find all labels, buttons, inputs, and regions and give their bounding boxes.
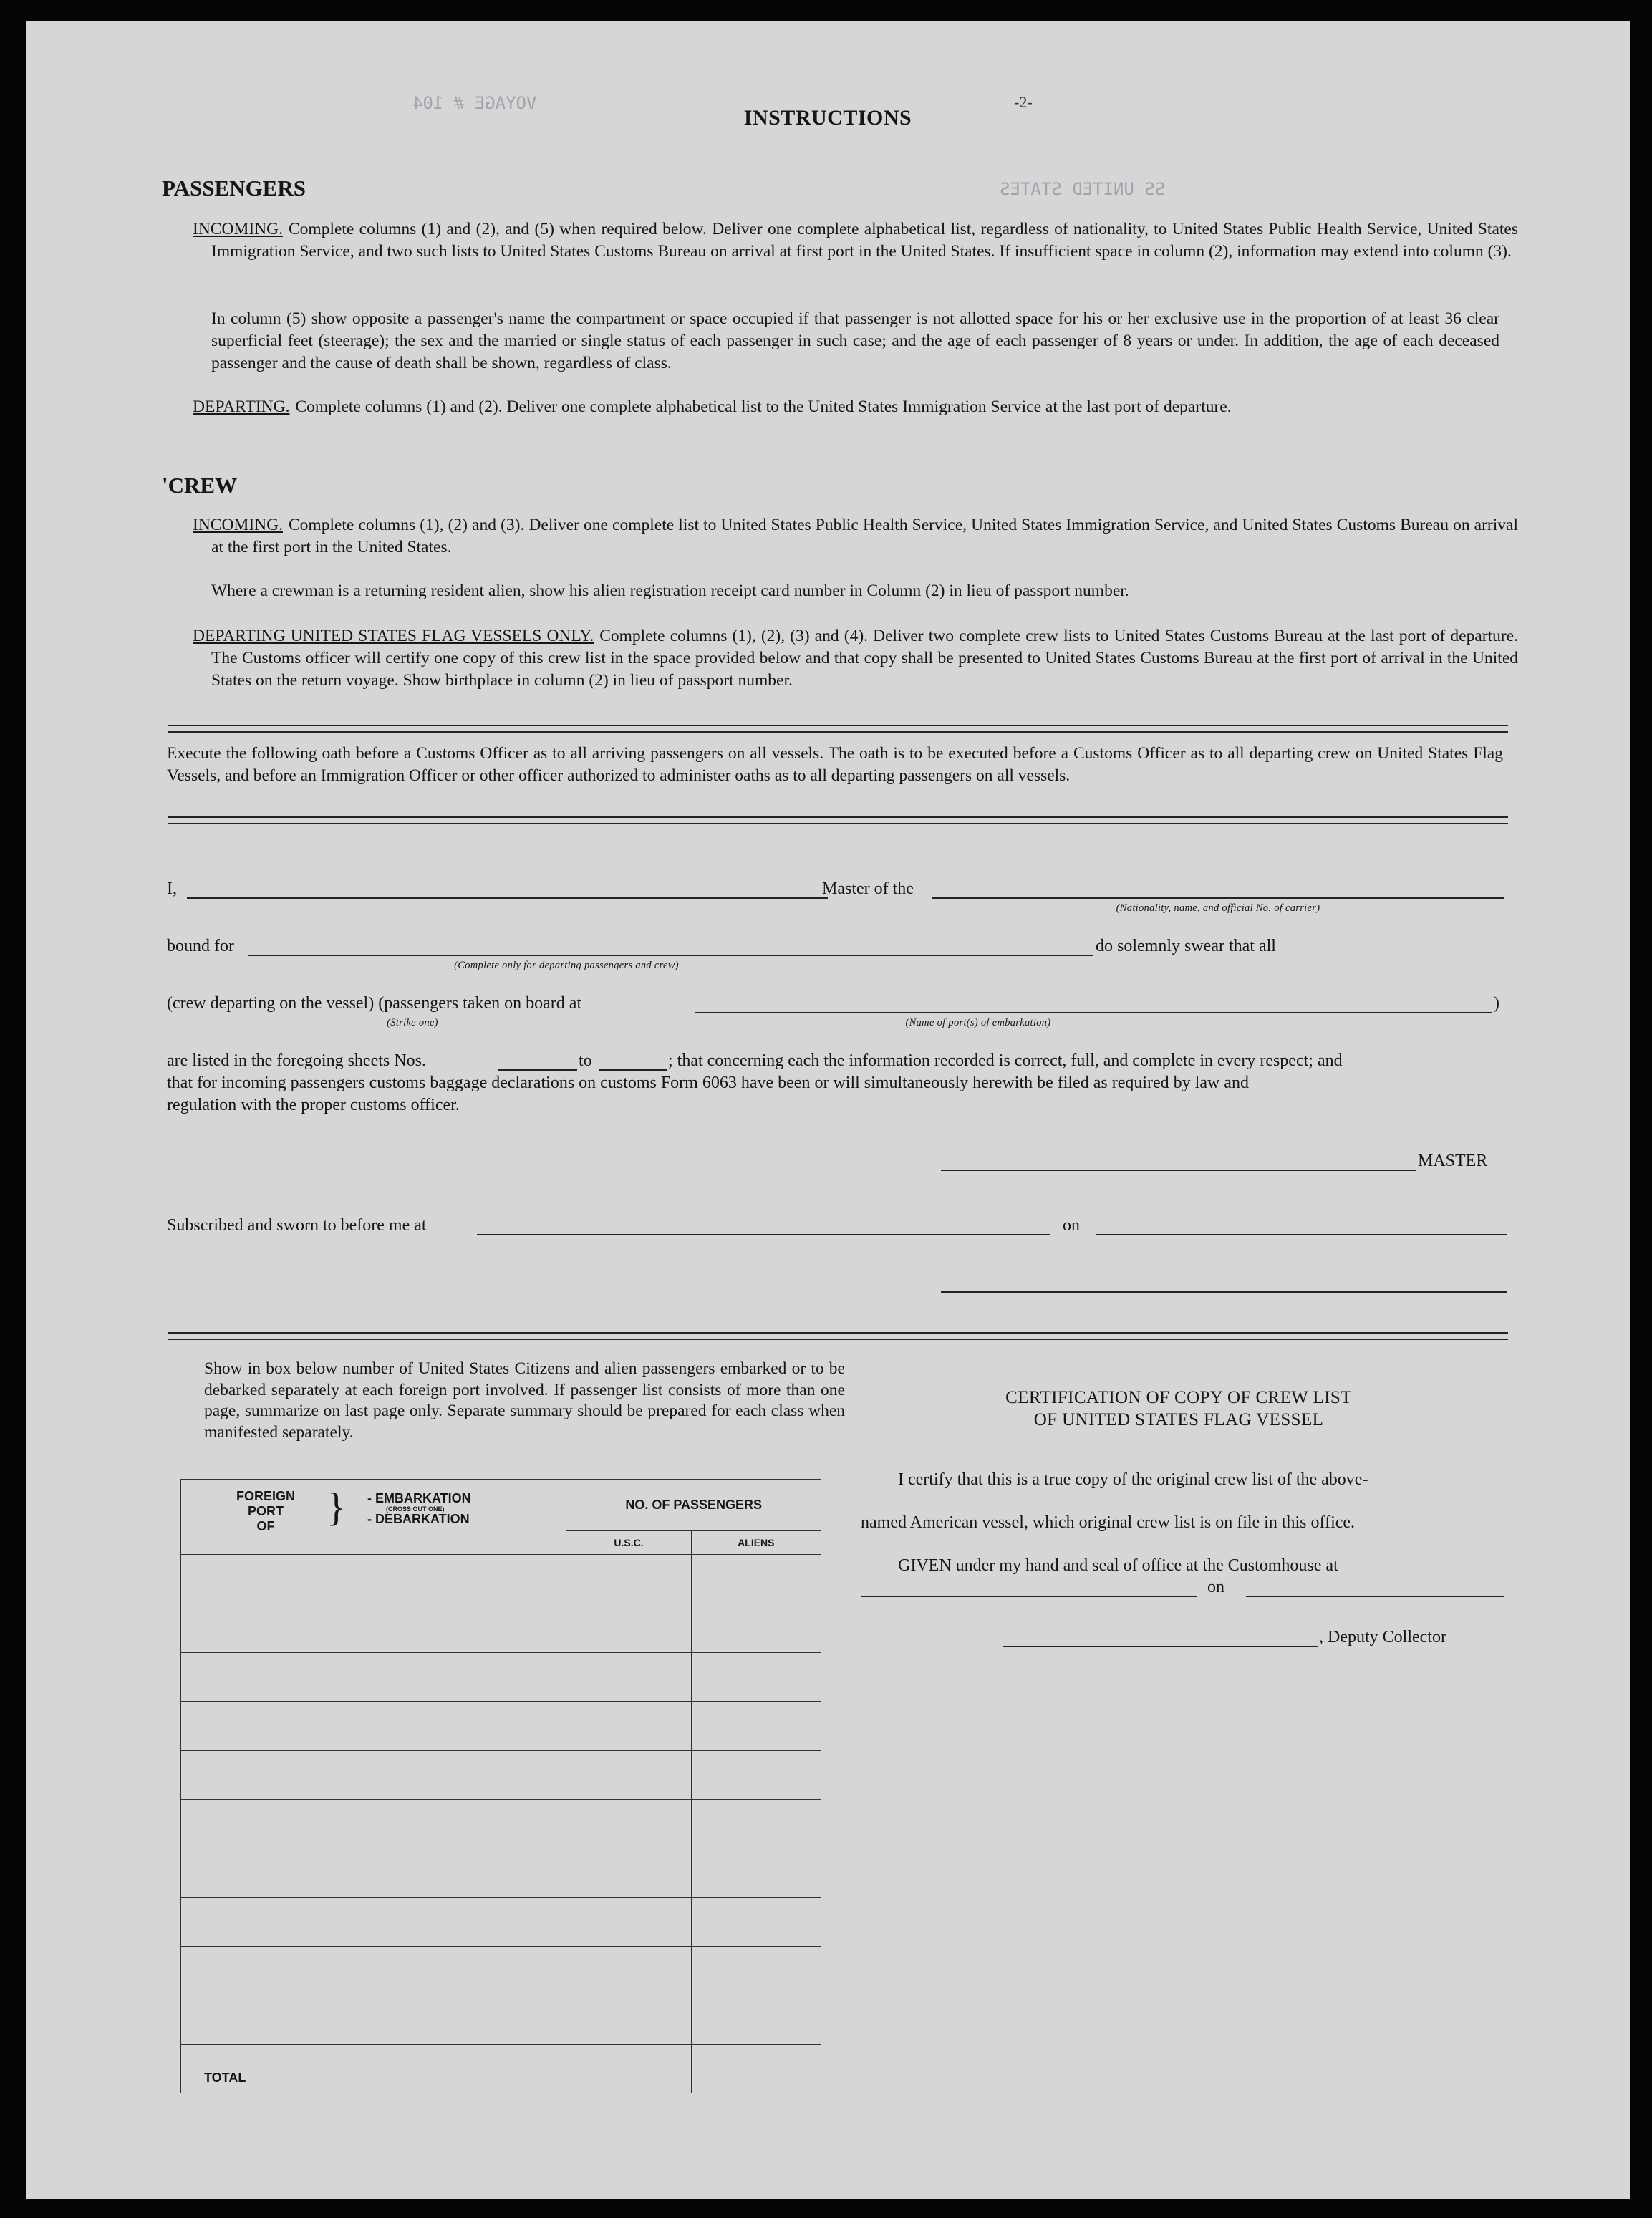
usc-header: U.S.C. (566, 1530, 691, 1555)
passengers-departing (193, 396, 1518, 418)
crew-heading: 'CREW (162, 473, 238, 498)
aliens-total-cell[interactable] (691, 2044, 821, 2093)
crew-resident-alien: Where a crewman is a returning resident alien, show his alien registration receipt card number in Column (2) in lieu of passport number. (211, 582, 1129, 600)
summary-instructions: Show in box below number of United States Citizens and alien passengers embarked or to be debarked separately at each foreign port involved. If passenger list consists of more than one page, summarize on last page only. Separate summary should be prepared for each class when manifested separately. (204, 1359, 845, 1442)
port-cell[interactable] (181, 1848, 566, 1897)
port-cell[interactable] (181, 1555, 566, 1604)
subscribed-label: Subscribed and sworn to before me at (167, 1216, 427, 1235)
passengers-heading: PASSENGERS (162, 175, 306, 201)
customhouse-field[interactable] (861, 1596, 1197, 1597)
port-header-cell (181, 1480, 566, 1555)
crew-incoming-text: Complete columns (1), (2) and (3). Deliver one complete list to United States Public Health Service, United States Immigration Service, and United States Customs Bureau on arrival at the first port in the United States. (211, 516, 1518, 556)
crew-incoming (193, 514, 1518, 559)
passengers-incoming-text: Complete columns (1) and (2), and (5) when required below. Deliver one complete alphabetical list, regardless of nationality, to United States Public Health Service, United States Immigration Service, and two such lists to United States Customs Bureau on arrival at first port in the United States. If insufficient space in column (2), information may extend into column (3). (211, 220, 1518, 261)
to-label: to (579, 1051, 592, 1070)
close-paren: ) (1494, 994, 1499, 1013)
aliens-cell[interactable] (691, 1799, 821, 1848)
no-of-passengers-header: NO. OF PASSENGERS (566, 1480, 821, 1531)
passengers-incoming-label: INCOMING. (193, 220, 283, 238)
page-mark: -2- (1014, 93, 1033, 111)
cert-date-field[interactable] (1246, 1596, 1504, 1597)
sworn-date-field[interactable] (1096, 1234, 1507, 1235)
given-label: GIVEN under my hand and seal of office at the Customhouse at (898, 1556, 1338, 1575)
divider (168, 816, 1508, 824)
port-cell[interactable] (181, 1750, 566, 1799)
total-label: TOTAL (204, 2070, 246, 2085)
master-of-the-label: Master of the (822, 879, 914, 898)
passengers-column5: In column (5) show opposite a passenger's name the compartment or space occupied if that passenger is not allotted space for his or her exclusive use in the proportion of at least 36 clear superficial feet (steerage); the sex and the married or single status of each passenger in such case; and the age of each passenger of 8 years or under. In addition, the age of each deceased passenger and the cause of death shall be shown, regardless of class. (211, 309, 1499, 372)
listed-prefix: are listed in the foregoing sheets Nos. (167, 1051, 426, 1070)
certify-line-1: I certify that this is a true copy of the original crew list of the above- (898, 1470, 1368, 1489)
aliens-cell[interactable] (691, 1604, 821, 1652)
aliens-cell[interactable] (691, 1702, 821, 1750)
port-cell[interactable] (181, 1995, 566, 2044)
sworn-place-field[interactable] (477, 1234, 1050, 1235)
listed-line2: that for incoming passengers customs baggage declarations on customs Form 6063 have been or will simultaneously herewith be filed as required by law and (167, 1074, 1249, 1092)
oath-intro: Execute the following oath before a Customs Officer as to all arriving passengers on all vessels. The oath is to be executed before a Customs Officer as to all departing crew on United States Flag Vessels, and before an Immigration Officer or other officer authorized to administer oaths as to all departing passengers on all vessels. (167, 744, 1503, 785)
port-cell[interactable] (181, 1702, 566, 1750)
port-caption: (Name of port(s) of embarkation) (905, 1017, 1051, 1028)
aliens-cell[interactable] (691, 1652, 821, 1701)
usc-cell[interactable] (566, 1750, 691, 1799)
carrier-caption: (Nationality, name, and official No. of carrier) (1116, 902, 1320, 914)
divider (168, 725, 1508, 733)
brace: } (327, 1485, 346, 1530)
certification-title-2: OF UNITED STATES FLAG VESSEL (1033, 1410, 1324, 1429)
cert-on-label: on (1207, 1578, 1224, 1596)
certify-line-2: named American vessel, which original crew list is on file in this office. (861, 1513, 1356, 1532)
bound-for-caption: (Complete only for departing passengers and crew) (454, 960, 679, 971)
bleed-through-voyage: VOYAGE # 104 (412, 93, 537, 113)
aliens-cell[interactable] (691, 1555, 821, 1604)
divider (168, 1332, 1508, 1340)
embarkation-port-field[interactable] (695, 1012, 1492, 1013)
usc-cell[interactable] (566, 1702, 691, 1750)
bleed-through-ship: SS UNITED STATES (1000, 179, 1166, 199)
sworn-on-label: on (1063, 1216, 1080, 1235)
cross-out-label: (CROSS OUT ONE) (386, 1505, 445, 1513)
master-signature-field[interactable] (941, 1170, 1416, 1171)
listed-line3: regulation with the proper customs officer. (167, 1096, 460, 1114)
port-cell[interactable] (181, 1897, 566, 1946)
manifest-page (26, 21, 1630, 2199)
deputy-collector-label: , Deputy Collector (1319, 1628, 1446, 1646)
usc-cell[interactable] (566, 1555, 691, 1604)
aliens-cell[interactable] (691, 1750, 821, 1799)
listed-suffix: ; that concerning each the information recorded is correct, full, and complete in every respect; and (668, 1051, 1343, 1070)
total-cell (181, 2044, 566, 2093)
aliens-cell[interactable] (691, 1848, 821, 1897)
port-cell[interactable] (181, 1799, 566, 1848)
aliens-cell[interactable] (691, 1995, 821, 2044)
deputy-signature-field[interactable] (1003, 1646, 1318, 1647)
usc-cell[interactable] (566, 1799, 691, 1848)
sheet-from-field[interactable] (498, 1069, 577, 1071)
usc-cell[interactable] (566, 1995, 691, 2044)
port-cell[interactable] (181, 1946, 566, 1995)
bound-for-label: bound for (167, 937, 234, 955)
usc-cell[interactable] (566, 1946, 691, 1995)
crew-incoming-label: INCOMING. (193, 516, 283, 534)
passenger-summary-table (180, 1479, 821, 2093)
crew-departing-label: (crew departing on the vessel) (passengers taken on board at (167, 994, 582, 1013)
officer-signature-field[interactable] (941, 1291, 1507, 1293)
port-cell[interactable] (181, 1604, 566, 1652)
master-label: MASTER (1418, 1152, 1488, 1170)
usc-cell[interactable] (566, 1848, 691, 1897)
embarkation-label: - EMBARKATION (367, 1491, 471, 1505)
foreign-port-label: FOREIGN PORT OF (236, 1489, 295, 1533)
passengers-departing-label: DEPARTING. (193, 397, 290, 416)
master-name-field[interactable] (187, 897, 828, 899)
solemnly-swear-label: do solemnly swear that all (1096, 937, 1276, 955)
page-title: INSTRUCTIONS (743, 106, 912, 130)
crew-departing (193, 625, 1518, 692)
crew-departing-label: DEPARTING UNITED STATES FLAG VESSELS ONLY. (193, 627, 594, 645)
embark-debark-labels (367, 1492, 471, 1526)
aliens-cell[interactable] (691, 1897, 821, 1946)
sheet-to-field[interactable] (599, 1069, 667, 1071)
bound-for-field[interactable] (248, 955, 1093, 956)
passengers-departing-text: Complete columns (1) and (2). Deliver one complete alphabetical list to the United States Immigration Service at the last port of departure. (295, 397, 1232, 416)
usc-cell[interactable] (566, 1897, 691, 1946)
debarkation-label: - DEBARKATION (367, 1512, 470, 1526)
port-cell[interactable] (181, 1652, 566, 1701)
certification-title-1: CERTIFICATION OF COPY OF CREW LIST (1005, 1388, 1352, 1407)
strike-one-caption: (Strike one) (387, 1017, 438, 1028)
passengers-incoming (193, 218, 1518, 263)
usc-cell[interactable] (566, 1652, 691, 1701)
aliens-header: ALIENS (691, 1530, 821, 1555)
usc-total-cell[interactable] (566, 2044, 691, 2093)
oath-i-label: I, (167, 879, 177, 898)
aliens-cell[interactable] (691, 1946, 821, 1995)
usc-cell[interactable] (566, 1604, 691, 1652)
carrier-field[interactable] (932, 897, 1504, 899)
crew-departing-text: Complete columns (1), (2), (3) and (4). Deliver two complete crew lists to United States Customs Bureau at the last port of departure. The Customs officer will certify one copy of this crew list in the space provided below and that copy shall be presented to United States Customs Bureau at the first port of arrival in the United States on the return voyage. Show birthplace in column (2) in lieu of passport number. (211, 627, 1518, 690)
